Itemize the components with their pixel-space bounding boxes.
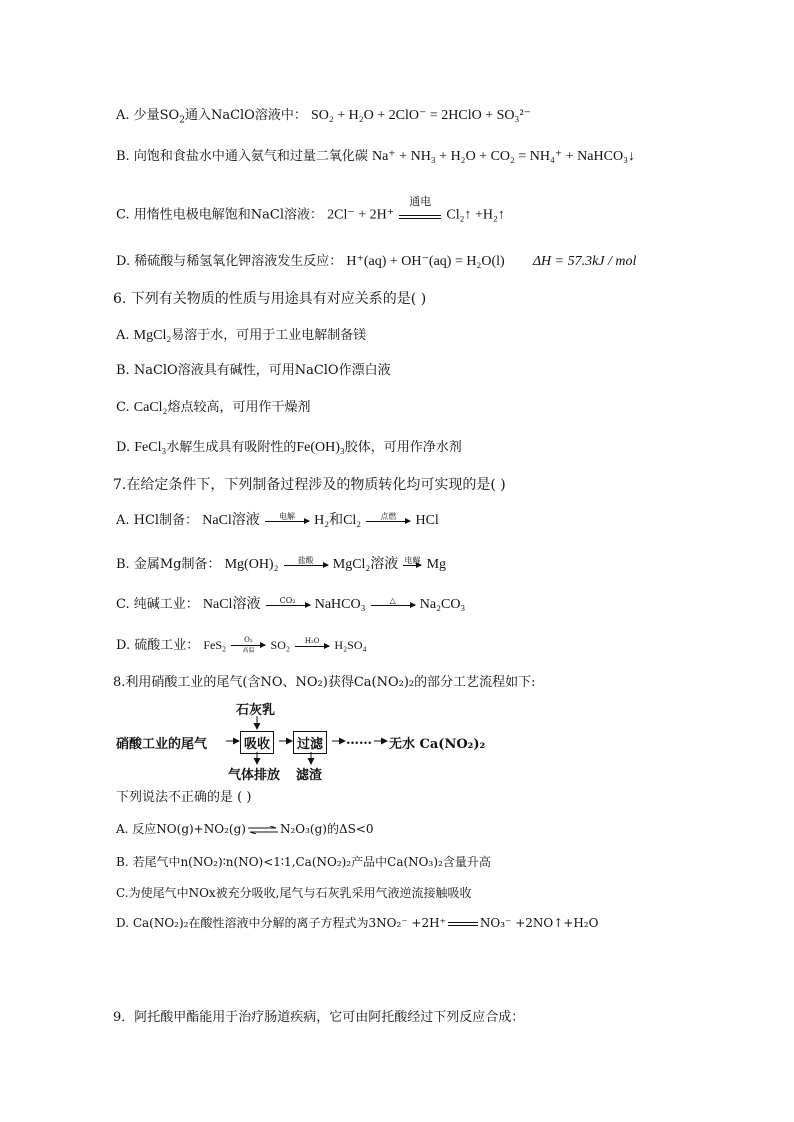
q8-stem: 8.利用硝酸工业的尾气(含NO、NO₂)获得Ca(NO₂)₂的部分工艺流程如下: — [113, 675, 536, 690]
q8-option-c: C.为使尾气中NOx被充分吸收,尾气与石灰乳采用气液逆流接触吸收 — [116, 886, 472, 900]
equals-sign — [448, 922, 478, 926]
q6-option-c: C. CaCl₂熔点较高，可用作干燥剂 — [116, 400, 311, 415]
q8-option-a: A. 反应NO(g)+NO₂(g) N₂O₃(g)的ΔS<0 — [116, 820, 374, 839]
reaction-arrow: H₂O — [295, 637, 329, 647]
q7-option-b: B. 金属Mg制备： Mg(OH)₂ 盐酸 MgCl₂溶液 电解 Mg — [116, 555, 447, 572]
q5-option-a: A. 少量$SO_2$通入NaClO溶液中： SO₂ + H₂O + 2ClO⁻ = 2HClO + SO₃²⁻ — [116, 108, 531, 126]
q7-option-d: D. 硫酸工业： FeS₂ O₂ 高温 SO₂ H₂O H₂SO₄ — [116, 636, 367, 654]
q5-option-d — [116, 253, 636, 271]
q6-option-d: D. FeCl₃水解生成具有吸附性的Fe(OH)₃胶体，可用作净水剂 — [116, 440, 462, 455]
reaction-arrow: 电解 — [265, 512, 309, 522]
process-flow-diagram — [116, 697, 596, 782]
equilibrium-arrow — [248, 821, 278, 839]
flow-box-absorb: 吸收 — [240, 731, 274, 754]
q8-option-b: B. 若尾气中n(NO₂)∶n(NO)<1∶1,Ca(NO₂)₂产品中Ca(NO₃)₂含量升高 — [116, 855, 491, 869]
flow-residue: 滤渣 — [296, 768, 323, 783]
q5-a-equation: SO₂ + H₂O + 2ClO⁻ = 2HClO + SO₃²⁻ — [310, 108, 531, 123]
electrolysis-equals-sign: 通电 — [399, 196, 441, 226]
q9-stem: 9．阿托酸甲酯能用于治疗肠道疾病，它可由阿托酸经过下列反应合成： — [113, 1010, 525, 1025]
flow-dots: …… — [346, 733, 372, 748]
reaction-arrow: 电解 — [404, 555, 421, 565]
reaction-arrow: O₂ 高温 — [231, 636, 265, 655]
q5-d-enthalpy: ΔH = 57.3kJ / mol — [532, 254, 637, 269]
q5-b-label: B. 向饱和食盐水中通入氨气和过量二氧化碳 — [116, 149, 368, 164]
flow-start: 硝酸工业的尾气 — [116, 737, 208, 752]
q7-option-c: C. 纯碱工业： NaCl溶液 CO₂ NaHCO₃ △ Na₂CO₃ — [116, 595, 466, 612]
q6-option-b: B. NaClO溶液具有碱性，可用NaClO作漂白液 — [116, 363, 391, 378]
q5-d-label: D. 稀硫酸与稀氢氧化钾溶液发生反应： — [116, 254, 343, 269]
flow-box-filter: 过滤 — [293, 731, 327, 754]
q5-c-label: C. 用惰性电极电解饱和NaCl溶液： — [116, 207, 323, 223]
reaction-arrow: △ — [371, 596, 415, 606]
flow-gas-exhaust: 气体排放 — [228, 768, 281, 783]
q8-option-d: D. Ca(NO₂)₂在酸性溶液中分解的离子方程式为3NO₂⁻ +2H⁺ NO₃⁻ +2NO↑+H₂O — [116, 916, 599, 930]
reaction-arrow: 盐酸 — [284, 556, 328, 566]
reaction-arrow: 点燃 — [366, 512, 410, 522]
flow-lime-milk: 石灰乳 — [236, 703, 276, 718]
q6-stem: 6. 下列有关物质的性质与用途具有对应关系的是( ) — [113, 291, 427, 307]
q8-sub-stem: 下列说法不正确的是 ( ) — [116, 790, 252, 805]
q5-b-equation: Na⁺ + NH₃ + H₂O + CO₂ = NH₄⁺ + NaHCO₃↓ — [371, 149, 635, 164]
q6-option-a: A. MgCl₂易溶于水，可用于工业电解制备镁 — [116, 328, 367, 343]
q5-d-equation: H⁺(aq) + OH⁻(aq) = H₂O(l) — [346, 254, 505, 269]
q5-option-c: C. 用惰性电极电解饱和NaCl溶液： 2Cl⁻ + 2H⁺ 通电 Cl₂↑ +H₂↑ — [116, 200, 505, 230]
reaction-arrow: CO₂ — [266, 596, 310, 606]
q7-option-a: A. HCl制备： NaCl溶液 电解 H₂和Cl₂ 点燃 HCl — [116, 511, 439, 528]
q5-a-label: A. 少量SO — [116, 108, 180, 123]
q5-option-b — [116, 148, 635, 166]
flow-end-product: 无水 Ca(NO₂)₂ — [389, 737, 486, 752]
q7-stem: 7.在给定条件下，下列制备过程涉及的物质转化均可实现的是( ) — [113, 477, 506, 493]
